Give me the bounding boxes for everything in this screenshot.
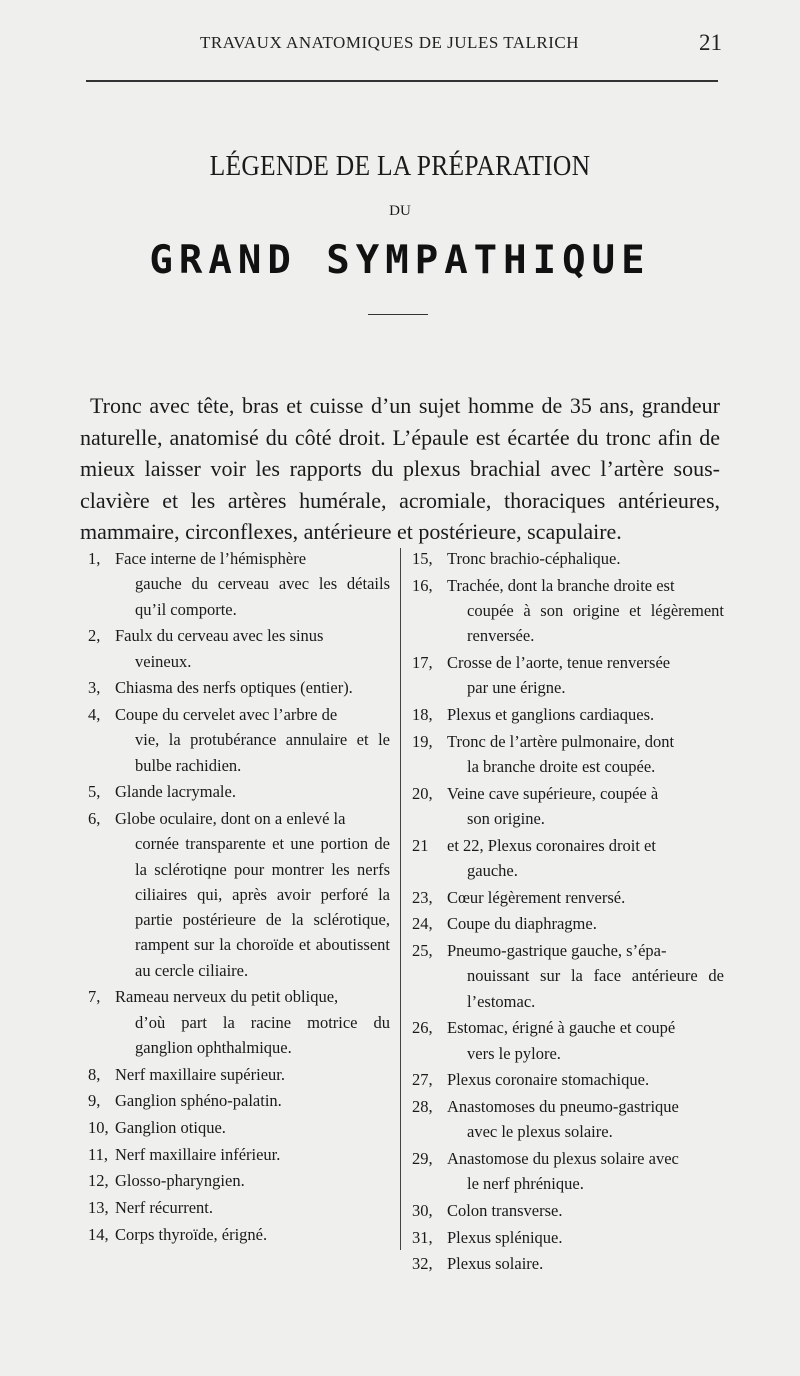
legend-item bbox=[412, 729, 724, 780]
title-main: LÉGENDE DE LA PRÉPARATION bbox=[209, 150, 591, 182]
legend-item-text bbox=[115, 1142, 390, 1167]
legend-item-number: 6, bbox=[88, 808, 101, 828]
title-connector: DU bbox=[389, 203, 411, 219]
legend-item-first-line: Pneumo-gastrique gauche, s’épa- bbox=[447, 940, 667, 960]
legend-item-text bbox=[115, 806, 390, 983]
legend-item bbox=[88, 1062, 390, 1087]
legend-item-text bbox=[447, 1251, 724, 1276]
legend-item-continuation: le nerf phrénique. bbox=[467, 1174, 584, 1194]
legend-item-text bbox=[447, 1094, 724, 1145]
legend-item-text bbox=[115, 675, 390, 700]
legend-item-text bbox=[447, 729, 724, 780]
legend-item-text bbox=[447, 1146, 724, 1197]
legend-item-text bbox=[115, 779, 390, 804]
legend-item-number: 9, bbox=[88, 1091, 101, 1111]
legend-item-number: 15, bbox=[412, 549, 433, 568]
legend-item-number: 12, bbox=[88, 1171, 109, 1191]
legend-item-continuation: par une érigne. bbox=[467, 678, 566, 698]
legend-item-first-line: Face interne de l’hémisphère bbox=[115, 549, 307, 568]
legend-item-number: 21 bbox=[412, 835, 429, 855]
legend-item-text bbox=[447, 1198, 724, 1223]
legend-column-right bbox=[412, 546, 724, 1278]
legend-item bbox=[88, 779, 390, 804]
column-divider bbox=[400, 548, 401, 1250]
legend-item-number: 27, bbox=[412, 1070, 433, 1090]
legend-item bbox=[412, 833, 724, 884]
legend-item-continuation: vie, la protubérance annulaire et le bulbe rachidien. bbox=[135, 730, 390, 775]
legend-item-number: 10, bbox=[88, 1118, 109, 1138]
legend-item-continuation: nouissant sur la face antérieure de l’estomac. bbox=[467, 966, 724, 1011]
legend-item-first-line: Plexus et ganglions cardiaques. bbox=[447, 704, 655, 724]
header-rule bbox=[86, 80, 718, 82]
legend-item-first-line: Trachée, dont la branche droite est bbox=[447, 575, 675, 595]
legend-item-number: 25, bbox=[412, 940, 433, 960]
legend-item-number: 14, bbox=[88, 1224, 109, 1244]
legend-item bbox=[412, 1146, 724, 1197]
legend-item-text bbox=[115, 1195, 390, 1220]
legend-item bbox=[412, 1094, 724, 1145]
legend-item-number: 2, bbox=[88, 626, 101, 646]
legend-item-continuation: gauche. bbox=[467, 860, 518, 880]
legend-item-number: 31, bbox=[412, 1227, 433, 1247]
legend-item-text bbox=[447, 1015, 724, 1066]
legend-item-text bbox=[115, 1115, 390, 1140]
legend-item-first-line: Tronc brachio-céphalique. bbox=[447, 549, 621, 568]
legend-item-continuation: la branche droite est coupée. bbox=[467, 756, 656, 776]
legend-item-continuation: coupée à son origine et légèrement renversée. bbox=[467, 600, 724, 646]
legend-item-number: 17, bbox=[412, 652, 433, 672]
legend-item bbox=[88, 1142, 390, 1167]
legend-item-first-line: Plexus solaire. bbox=[447, 1254, 544, 1274]
legend-item bbox=[88, 675, 390, 700]
legend-item-number: 24, bbox=[412, 914, 433, 934]
legend-item-number: 28, bbox=[412, 1096, 433, 1116]
legend-item bbox=[412, 885, 724, 910]
legend-item bbox=[412, 911, 724, 936]
legend-item-continuation: vers le pylore. bbox=[467, 1043, 561, 1063]
title-subject: GRAND SYMPATHIQUE bbox=[149, 238, 651, 283]
legend-item-number: 5, bbox=[88, 782, 101, 802]
legend-item bbox=[412, 938, 724, 1014]
title-rule bbox=[368, 314, 428, 315]
legend-item-first-line: Nerf récurrent. bbox=[115, 1198, 214, 1218]
legend-item-number: 11, bbox=[88, 1144, 109, 1164]
legend-item-continuation: veineux. bbox=[135, 651, 192, 671]
legend-item-text bbox=[115, 546, 390, 622]
legend-item-first-line: Crosse de l’aorte, tenue renversée bbox=[447, 652, 671, 672]
legend-item-number: 13, bbox=[88, 1198, 109, 1218]
legend-item-number: 3, bbox=[88, 678, 101, 698]
legend-item-first-line: Anastomose du plexus solaire avec bbox=[447, 1148, 679, 1168]
legend-item bbox=[88, 1115, 390, 1140]
legend-item-first-line: Plexus coronaire stomachique. bbox=[447, 1070, 650, 1090]
legend-item-first-line: Colon transverse. bbox=[447, 1200, 563, 1220]
legend-item-number: 26, bbox=[412, 1018, 433, 1038]
legend-item-text bbox=[447, 1225, 724, 1250]
legend-item-continuation: d’où part la racine motrice du ganglion ophthalmique. bbox=[135, 1012, 390, 1057]
legend-item-first-line: et 22, Plexus coronaires droit et bbox=[447, 835, 656, 855]
legend-item-text bbox=[115, 1168, 390, 1193]
legend-item-first-line: Nerf maxillaire supérieur. bbox=[115, 1064, 285, 1084]
legend-item-text bbox=[447, 573, 724, 649]
legend-item-first-line: Coupe du diaphragme. bbox=[447, 914, 597, 934]
legend-item-first-line: Anastomoses du pneumo-gastrique bbox=[447, 1096, 679, 1116]
legend-item-number: 16, bbox=[412, 575, 433, 595]
legend-item-text bbox=[115, 623, 390, 674]
legend-item bbox=[88, 1088, 390, 1113]
legend-item-number: 23, bbox=[412, 887, 433, 907]
legend-item-first-line: Estomac, érigné à gauche et coupé bbox=[447, 1018, 676, 1038]
legend-item-text bbox=[447, 833, 724, 884]
legend-column-left bbox=[88, 546, 390, 1248]
legend-item-first-line: Ganglion otique. bbox=[115, 1118, 226, 1138]
legend-item bbox=[412, 1015, 724, 1066]
legend-item bbox=[412, 1251, 724, 1276]
legend-item-number: 8, bbox=[88, 1064, 101, 1084]
legend-item-text bbox=[447, 650, 724, 701]
legend-item-first-line: Glande lacrymale. bbox=[115, 782, 236, 802]
legend-item bbox=[88, 806, 390, 983]
legend-item-text bbox=[447, 1067, 724, 1092]
legend-item-number: 7, bbox=[88, 987, 101, 1007]
legend-item-first-line: Cœur légèrement renversé. bbox=[447, 887, 626, 907]
legend-item-continuation: gauche du cerveau avec les détails qu’il comporte. bbox=[135, 574, 390, 619]
legend-item-first-line: Ganglion sphéno-palatin. bbox=[115, 1091, 282, 1111]
intro-paragraph: Tronc avec tête, bras et cuisse d’un sujet homme de 35 ans, grandeur naturelle, anatomisé du côté droit. L’épaule est écartée du tronc afin de mieux laisser voir les rapports du plexus brachial avec l’artère sous-clavière et les artères humérale, acromiale, thoraciques antérieures, mammaire, circonflexes, antérieure et postérieure, scapulaire. bbox=[80, 393, 720, 544]
legend-item bbox=[412, 1067, 724, 1092]
legend-item-first-line: Tronc de l’artère pulmonaire, dont bbox=[447, 731, 675, 751]
legend-item bbox=[88, 546, 390, 622]
legend-item-text bbox=[447, 938, 724, 1014]
legend-item-number: 19, bbox=[412, 731, 433, 751]
legend-item bbox=[88, 1222, 390, 1247]
legend-item-continuation: son origine. bbox=[467, 808, 545, 828]
legend-item-first-line: Glosso-pharyngien. bbox=[115, 1171, 245, 1191]
legend-item bbox=[412, 650, 724, 701]
legend-item-continuation: avec le plexus solaire. bbox=[467, 1122, 613, 1142]
legend-item bbox=[412, 1198, 724, 1223]
legend-item-first-line: Rameau nerveux du petit oblique, bbox=[115, 987, 339, 1007]
legend-item-text bbox=[447, 546, 724, 571]
legend-item-number: 32, bbox=[412, 1254, 433, 1274]
legend-item-text bbox=[115, 1088, 390, 1113]
legend-item-number: 4, bbox=[88, 704, 101, 724]
legend-item-first-line: Globe oculaire, dont on a enlevé la bbox=[115, 808, 346, 828]
legend-item bbox=[88, 623, 390, 674]
legend-item-number: 1, bbox=[88, 549, 101, 568]
legend-item-text bbox=[447, 781, 724, 832]
legend-item-first-line: Chiasma des nerfs optiques (entier). bbox=[115, 678, 353, 698]
legend-item-text bbox=[447, 911, 724, 936]
legend-item-text bbox=[447, 702, 724, 727]
legend-item bbox=[88, 1195, 390, 1220]
legend-item-text bbox=[115, 702, 390, 778]
legend-item-number: 18, bbox=[412, 704, 433, 724]
legend-item-continuation: cornée transparente et une portion de la sclérotiqne pour montrer les nerfs ciliaires qui, après avoir perforé la partie postérieure de la sclérotique, rampent sur la choroïde et aboutissent au cercle ciliaire. bbox=[135, 834, 390, 980]
legend-item-first-line: Coupe du cervelet avec l’arbre de bbox=[115, 704, 338, 724]
legend-item-text bbox=[115, 1222, 390, 1247]
legend-item bbox=[412, 546, 724, 571]
legend-item bbox=[412, 1225, 724, 1250]
legend-item bbox=[412, 781, 724, 832]
legend-item-number: 29, bbox=[412, 1148, 433, 1168]
legend-item-number: 30, bbox=[412, 1200, 433, 1220]
running-title: TRAVAUX ANATOMIQUES DE JULES TALRICH bbox=[200, 33, 580, 52]
legend-item-number: 20, bbox=[412, 783, 433, 803]
legend-item-first-line: Nerf maxillaire inférieur. bbox=[115, 1144, 281, 1164]
legend-item-first-line: Plexus splénique. bbox=[447, 1227, 563, 1247]
page-number: 21 bbox=[699, 30, 722, 55]
legend-item bbox=[88, 984, 390, 1060]
legend-item-first-line: Faulx du cerveau avec les sinus bbox=[115, 626, 324, 646]
legend-item bbox=[88, 702, 390, 778]
legend-item-text bbox=[115, 1062, 390, 1087]
legend-item bbox=[88, 1168, 390, 1193]
legend-item-text bbox=[447, 885, 724, 910]
legend-item bbox=[412, 702, 724, 727]
legend-item-first-line: Corps thyroïde, érigné. bbox=[115, 1224, 268, 1244]
legend-item-first-line: Veine cave supérieure, coupée à bbox=[447, 783, 659, 803]
legend-item bbox=[412, 573, 724, 649]
legend-item-text bbox=[115, 984, 390, 1060]
